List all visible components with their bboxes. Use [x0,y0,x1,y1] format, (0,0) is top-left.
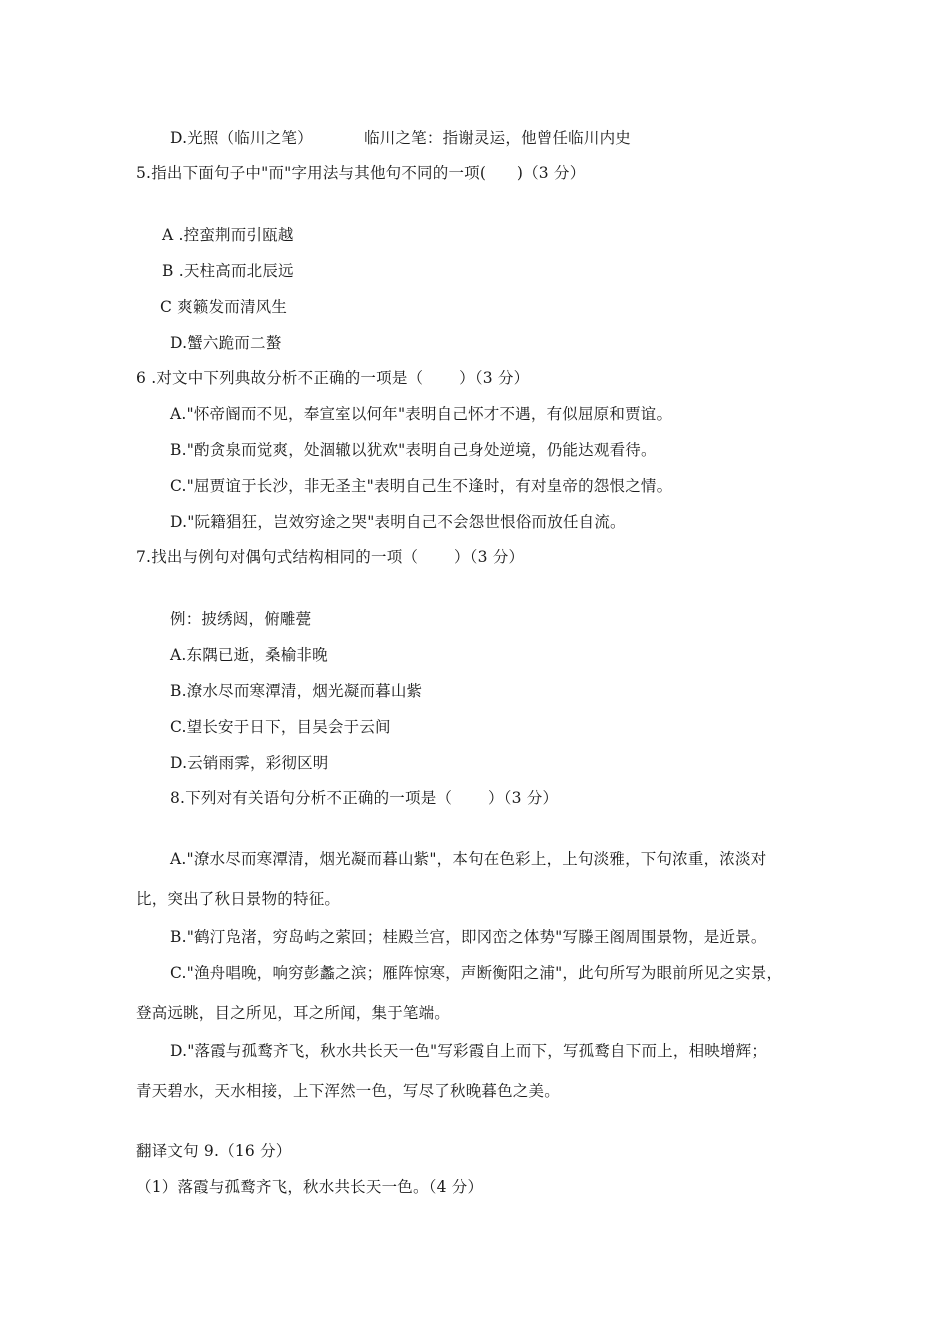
q6-option-a: A."怀帝阍而不见，奉宣室以何年"表明自己怀才不遇，有似屈原和贾谊。 [170,405,673,423]
q8-option-c-line2: 登高远眺，目之所见，耳之所闻，集于笔端。 [136,1004,451,1022]
q6-stem: 6 .对文中下列典故分析不正确的一项是（ ）（3 分） [136,369,530,387]
q8-option-d-line2: 青天碧水，天水相接，上下浑然一色，写尽了秋晚暮色之美。 [136,1082,560,1100]
q8-option-b: B."鹤汀凫渚，穷岛屿之萦回；桂殿兰宫，即冈峦之体势"写滕王阁周围景物，是近景。 [170,928,767,946]
q8-option-a-line2: 比，突出了秋日景物的特征。 [136,890,341,908]
q9-item-1: （1）落霞与孤鹜齐飞，秋水共长天一色。（4 分） [136,1178,484,1196]
q7-option-b: B.潦水尽而寒潭清，烟光凝而暮山紫 [170,682,423,700]
q8-option-d-line1: D."落霞与孤鹜齐飞，秋水共长天一色"写彩霞自上而下，写孤鹜自下而上，相映增辉； [170,1042,768,1060]
q7-option-c: C.望长安于日下，目吴会于云间 [170,718,391,736]
q4-option-d: D.光照（临川之笔） 临川之笔：指谢灵运，他曾任临川内史 [170,129,631,147]
q6-option-c: C."屈贾谊于长沙，非无圣主"表明自己生不逢时，有对皇帝的怨恨之情。 [170,477,673,495]
q5-stem: 5.指出下面句子中"而"字用法与其他句不同的一项( )（3 分） [136,164,586,182]
q7-stem: 7.找出与例句对偶句式结构相同的一项（ ）（3 分） [136,548,525,566]
q7-example: 例：披绣闼，俯雕甍 [170,610,312,628]
q9-stem: 翻译文句 9.（16 分） [136,1142,292,1160]
q5-option-d: D.蟹六跪而二螯 [170,334,282,352]
q7-option-d: D.云销雨霁，彩彻区明 [170,754,329,772]
q6-option-b: B."酌贪泉而觉爽，处涸辙以犹欢"表明自己身处逆境，仍能达观看待。 [170,441,657,459]
q8-option-a-line1: A."潦水尽而寒潭清，烟光凝而暮山紫"，本句在色彩上，上句淡雅，下句浓重，浓淡对 [170,850,767,868]
q6-option-d: D."阮籍猖狂，岂效穷途之哭"表明自己不会怨世恨俗而放任自流。 [170,513,626,531]
q5-option-b: B .天柱高而北辰远 [162,262,294,280]
q5-option-c: C 爽籁发而清风生 [160,298,288,316]
q8-option-c-line1: C."渔舟唱晚，响穷彭蠡之滨；雁阵惊寒，声断衡阳之浦"，此句所写为眼前所见之实景， [170,964,783,982]
q8-stem: 8.下列对有关语句分析不正确的一项是（ ）（3 分） [170,789,559,807]
q7-option-a: A.东隅已逝，桑榆非晚 [170,646,328,664]
q5-option-a: A .控蛮荆而引瓯越 [162,226,294,244]
